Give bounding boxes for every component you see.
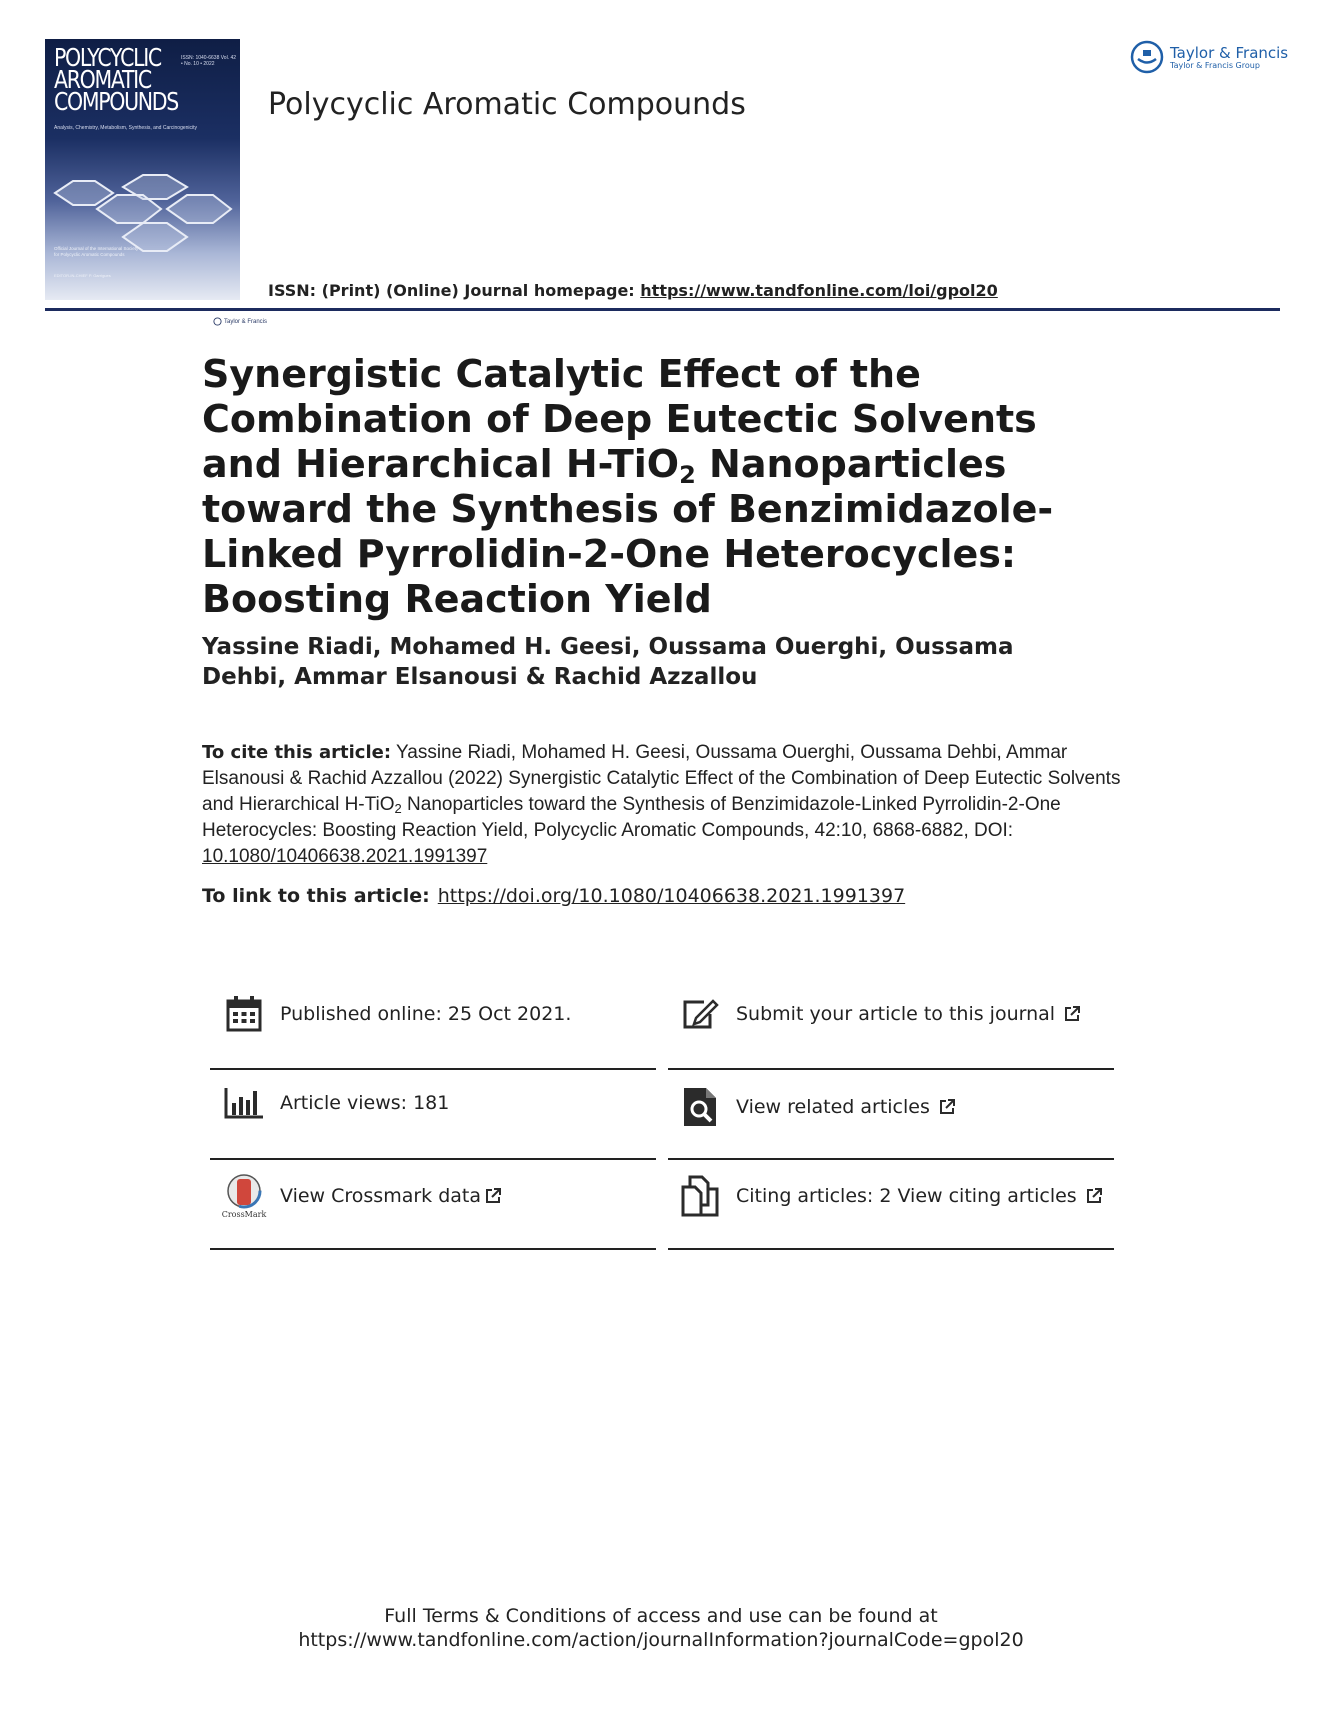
citing-articles[interactable]: Citing articles: 2 View citing articles <box>678 1167 1103 1225</box>
article-title: Synergistic Catalytic Effect of the Combination of Deep Eutectic Solvents and Hierarchical H-TiO$_2$ Nanoparticles toward the Synthesis of Benzimidazole-Linked Pyrrolidin-2-One Heterocycles: Boosting Reaction Yield <box>202 352 1054 621</box>
bar-chart-icon <box>222 1081 266 1125</box>
link-label: To link to this article: <box>202 885 430 907</box>
divider <box>210 1248 656 1250</box>
issn-line <box>268 281 998 300</box>
submit-article[interactable]: Submit your article to this journal <box>678 985 1081 1043</box>
divider <box>668 1248 1114 1250</box>
article-link-line <box>202 885 905 907</box>
journal-cover <box>45 39 268 325</box>
issn-prefix: ISSN: (Print) (Online) Journal homepage: <box>268 281 641 300</box>
cover-issn: ISSN: 1040-6638 Vol. 42 • No. 10 • 2022 <box>181 55 237 67</box>
publisher-name: Taylor & Francis <box>1170 43 1289 62</box>
external-link-icon <box>484 1187 502 1205</box>
citation-block: To cite this article: Yassine Riadi, Mohamed H. Geesi, Oussama Ouerghi, Oussama Dehbi, Ammar Elsanousi & Rachid Azzallou (2022) Synergistic Catalytic Effect of the Combination of Deep Eutectic Solvents and Hierarchical H-TiO$_2$ Nanoparticles toward the Synthesis of Benzimidazole-Linked Pyrrolidin-2-One Heterocycles: Boosting Reaction Yield, Polycyclic Aromatic Compounds, 42:10, 6868-6882, DOI: 10.1080/10406638.2021.1991397 <box>202 742 1121 867</box>
external-link-icon <box>938 1098 956 1116</box>
document-search-icon <box>678 1085 722 1129</box>
article-doi-url[interactable]: https://doi.org/10.1080/10406638.2021.1991397 <box>437 885 906 907</box>
taylor-francis-logo-icon <box>1130 40 1164 74</box>
cover-publisher: Taylor & Francis <box>213 317 275 326</box>
divider <box>668 1158 1114 1160</box>
copy-documents-icon <box>678 1174 722 1218</box>
journal-name: Polycyclic Aromatic Compounds <box>268 87 746 122</box>
svg-text:CrossMark: CrossMark <box>221 1210 267 1219</box>
edit-icon <box>678 992 722 1036</box>
divider <box>210 1158 656 1160</box>
cover-editor: EDITOR-IN-CHIEF P. Garrigues <box>54 273 111 278</box>
external-link-icon <box>1085 1187 1103 1205</box>
journal-homepage-link[interactable]: https://www.tandfonline.com/loi/gpol20 <box>640 281 998 300</box>
divider <box>210 1068 656 1070</box>
publisher-group: Taylor & Francis Group <box>1170 60 1260 70</box>
footer-terms-link[interactable]: https://www.tandfonline.com/action/journalInformation?journalCode=gpol20 <box>298 1629 1024 1651</box>
view-related-articles[interactable]: View related articles <box>678 1078 956 1136</box>
cover-subtitle: Analysis, Chemistry, Metabolism, Synthesis, and Carcinogenicity <box>54 125 198 131</box>
doi-link[interactable]: 10.1080/10406638.2021.1991397 <box>202 846 488 867</box>
article-authors: Yassine Riadi, Mohamed H. Geesi, Oussama Ouerghi, Oussama Dehbi, Ammar Elsanousi & Rachid Azzallou <box>202 634 1014 690</box>
cover-description: Official Journal of the International Society for Polycyclic Aromatic Compounds <box>54 246 139 257</box>
footer-line-1: Full Terms & Conditions of access and use can be found at <box>384 1605 938 1627</box>
cover-title: POLYCYCLIC AROMATIC COMPOUNDS <box>54 43 178 116</box>
calendar-icon <box>222 992 266 1036</box>
publisher-logo-icon <box>213 317 222 326</box>
footer-terms <box>0 1604 1322 1652</box>
view-crossmark-data[interactable]: CrossMark View Crossmark data <box>222 1167 502 1225</box>
external-link-icon <box>1063 1005 1081 1023</box>
divider <box>668 1068 1114 1070</box>
crossmark-icon <box>222 1174 266 1218</box>
citation-label: To cite this article: <box>202 742 392 763</box>
publisher-logo[interactable] <box>1130 40 1288 74</box>
header-rule <box>45 308 1280 311</box>
published-online: Published online: 25 Oct 2021. <box>222 985 571 1043</box>
article-views: Article views: 181 <box>222 1074 449 1132</box>
